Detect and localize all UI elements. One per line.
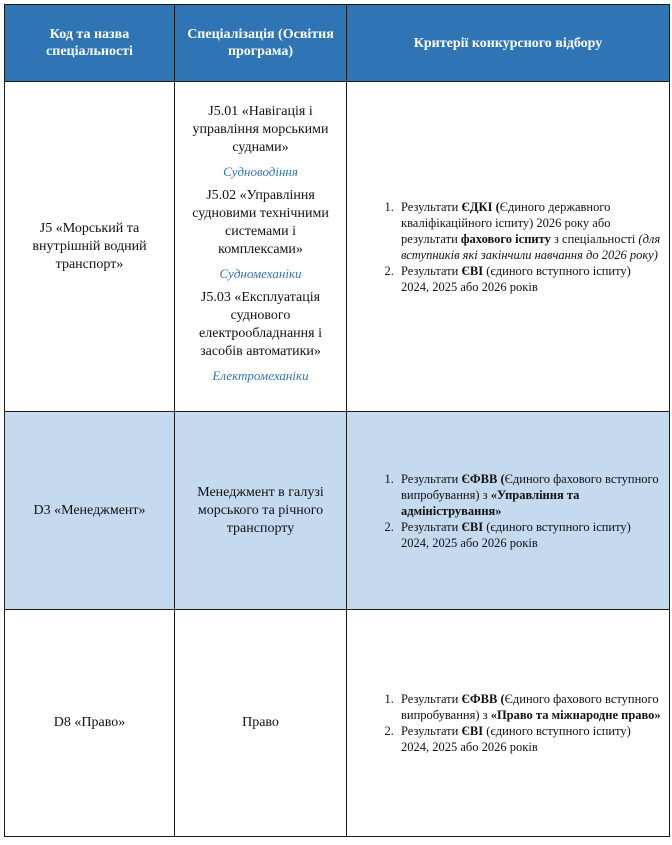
program-item xyxy=(183,103,338,181)
criteria-text: Єдиного фахового вступного випробування) з xyxy=(401,471,659,502)
exam-name: ЄВІ xyxy=(461,519,484,534)
exam-name: ЄВІ xyxy=(461,724,484,738)
criteria-item xyxy=(397,471,661,519)
program-title: J5.01 «Навігація і управління морськими суднами» xyxy=(192,103,329,155)
criteria-item xyxy=(397,263,661,295)
criteria-text: Єдиного державного кваліфікаційного іспиту) 2026 року або результати xyxy=(401,199,611,246)
exam-name: ЄДКІ ( xyxy=(461,199,500,214)
specialization-cell: Право xyxy=(175,610,347,837)
criteria-cell xyxy=(347,412,670,610)
program-qualification: Судноводіння xyxy=(223,163,298,179)
table-row xyxy=(5,82,670,412)
header-selection-criteria: Критерії конкурсного відбору xyxy=(347,5,670,82)
criteria-list xyxy=(347,199,669,295)
criteria-cell xyxy=(347,610,670,837)
criteria-text: Результати xyxy=(401,519,462,534)
specialization-cell: Менеджмент в галузі морського та річного транспорту xyxy=(175,412,347,610)
subject-name: «Право та міжнародне право» xyxy=(490,708,661,722)
specialization-cell xyxy=(175,82,347,412)
exam-name: ЄФВВ ( xyxy=(461,692,505,706)
criteria-note: (для вступників які закінчили навчання до 2026 року) xyxy=(401,231,661,262)
criteria-cell xyxy=(347,82,670,412)
criteria-text: (єдиного вступного іспиту) 2024, 2025 або 2026 років xyxy=(401,263,631,294)
exam-name: ЄФВВ ( xyxy=(461,471,505,486)
criteria-text: Результати xyxy=(401,263,462,278)
exam-name: ЄВІ xyxy=(461,263,484,278)
specialty-code-cell: D8 «Право» xyxy=(5,610,175,837)
criteria-list xyxy=(347,691,669,755)
program-item xyxy=(183,187,338,283)
criteria-list xyxy=(347,471,669,551)
criteria-text: (єдиного вступного іспиту) 2024, 2025 або 2026 років xyxy=(401,724,631,754)
table-row xyxy=(5,412,670,610)
criteria-text: Результати xyxy=(401,692,462,706)
criteria-text: Результати xyxy=(401,471,462,486)
criteria-text: з спеціальності xyxy=(550,231,639,246)
program-item xyxy=(183,289,338,385)
table-row xyxy=(5,610,670,837)
program-title: J5.02 «Управління судновими технічними системами і комплексами» xyxy=(192,187,329,257)
header-specialty-code: Код та назва спеціальності xyxy=(5,5,175,82)
criteria-item xyxy=(397,519,661,551)
criteria-text: Результати xyxy=(401,199,462,214)
criteria-item xyxy=(397,199,661,263)
criteria-item xyxy=(397,723,661,755)
program-qualification: Електромеханіки xyxy=(212,367,309,383)
table-header-row xyxy=(5,5,670,82)
program-qualification: Судномеханіки xyxy=(219,265,302,281)
specialty-code-cell: J5 «Морський та внутрішній водний транспорт» xyxy=(5,82,175,412)
criteria-text: Результати xyxy=(401,724,462,738)
specialty-code-cell: D3 «Менеджмент» xyxy=(5,412,175,610)
criteria-text: (єдиного вступного іспиту) 2024, 2025 або 2026 років xyxy=(401,519,631,550)
exam-name: фахового іспиту xyxy=(460,231,551,246)
header-specialization: Спеціалізація (Освітня програма) xyxy=(175,5,347,82)
criteria-item xyxy=(397,691,661,723)
subject-name: «Управління та адміністрування» xyxy=(401,487,580,518)
program-title: J5.03 «Експлуатація суднового електрообладнання і засобів автоматики» xyxy=(199,289,322,359)
criteria-text: Єдиного фахового вступного випробування) з xyxy=(401,692,659,722)
admission-criteria-table xyxy=(4,4,670,837)
